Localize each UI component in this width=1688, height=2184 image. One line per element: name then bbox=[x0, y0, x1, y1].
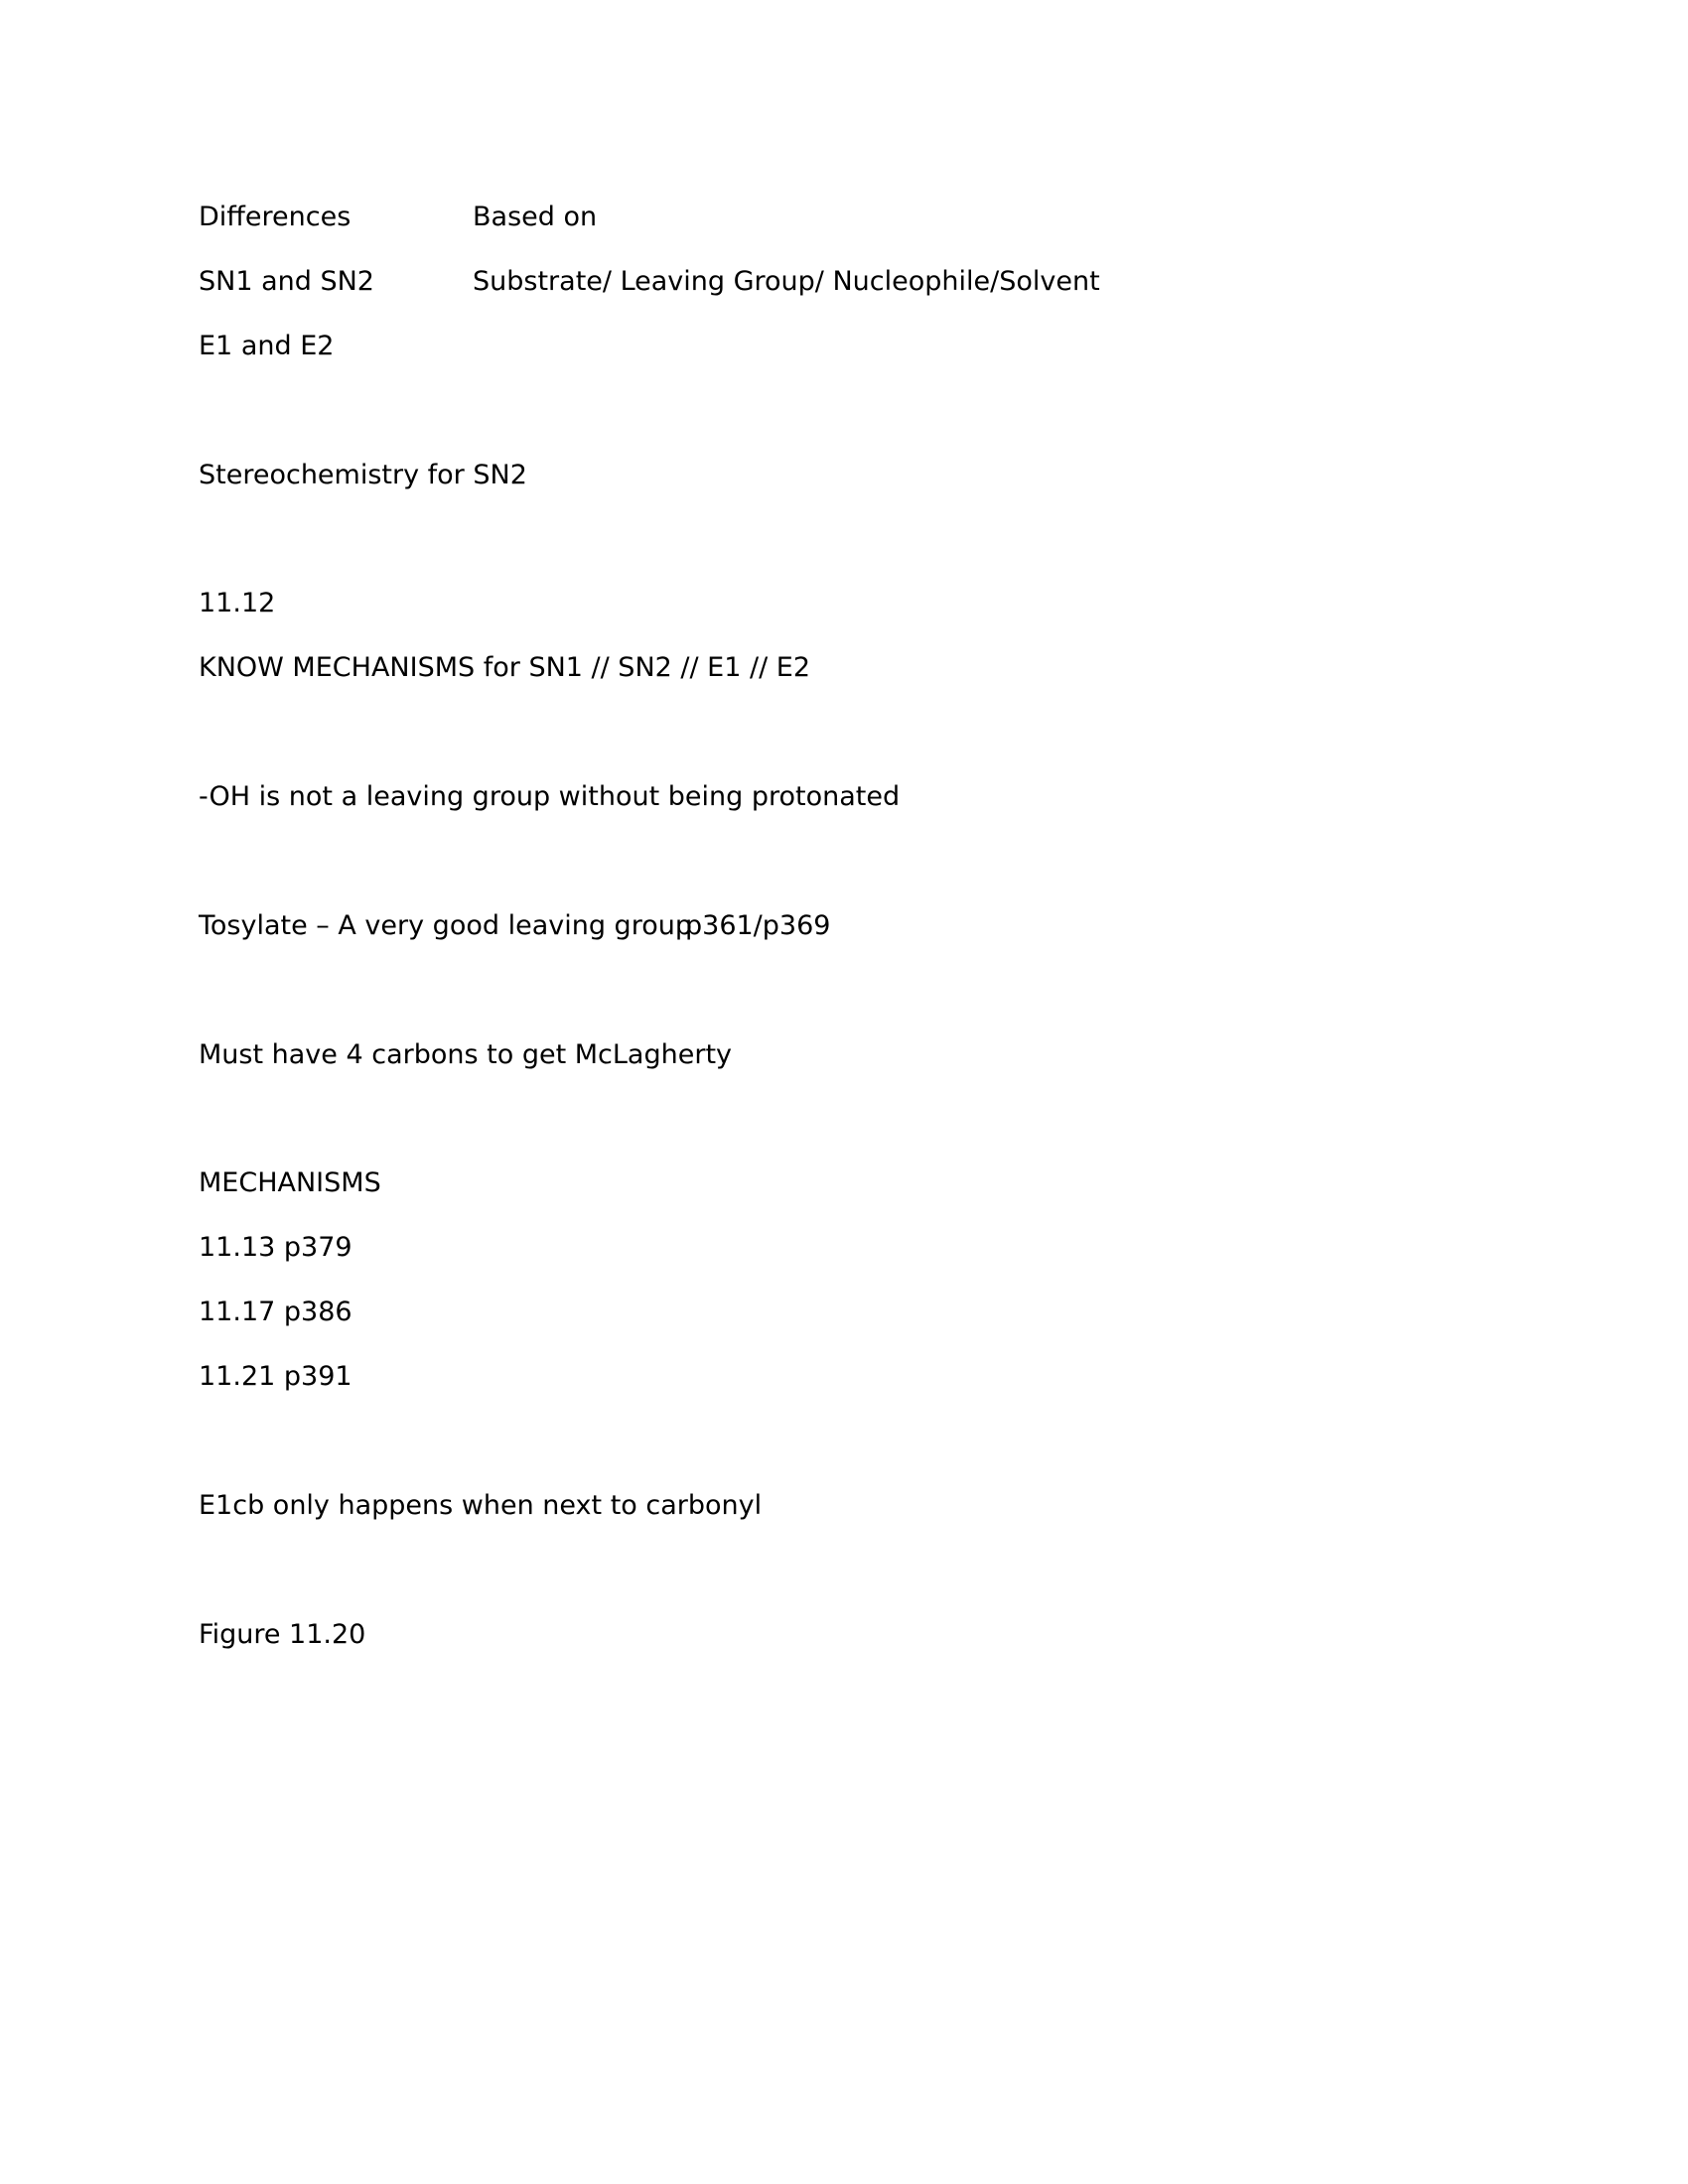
know-mechanisms-note: KNOW MECHANISMS for SN1 // SN2 // E1 // E2 bbox=[199, 652, 811, 683]
row-sn-basis: Substrate/ Leaving Group/ Nucleophile/Solvent bbox=[473, 266, 1100, 297]
mclagherty-note: Must have 4 carbons to get McLagherty bbox=[199, 1039, 733, 1070]
oh-leaving-group-note: -OH is not a leaving group without being protonated bbox=[199, 781, 901, 812]
mechanism-ref-1: 11.13 p379 bbox=[199, 1232, 352, 1263]
row-sn-label: SN1 and SN2 bbox=[199, 266, 374, 297]
stereochemistry-note: Stereochemistry for SN2 bbox=[199, 460, 527, 490]
header-based-on: Based on bbox=[473, 202, 598, 232]
mechanisms-heading: MECHANISMS bbox=[199, 1167, 381, 1198]
tosylate-page-refs: p361/p369 bbox=[685, 910, 831, 941]
header-differences: Differences bbox=[199, 202, 352, 232]
tosylate-note: Tosylate – A very good leaving group bbox=[199, 910, 692, 941]
mechanism-ref-3: 11.21 p391 bbox=[199, 1361, 352, 1392]
row-e-label: E1 and E2 bbox=[199, 331, 335, 361]
section-number: 11.12 bbox=[199, 588, 276, 618]
e1cb-note: E1cb only happens when next to carbonyl bbox=[199, 1490, 763, 1521]
mechanism-ref-2: 11.17 p386 bbox=[199, 1297, 352, 1327]
figure-reference: Figure 11.20 bbox=[199, 1619, 366, 1650]
